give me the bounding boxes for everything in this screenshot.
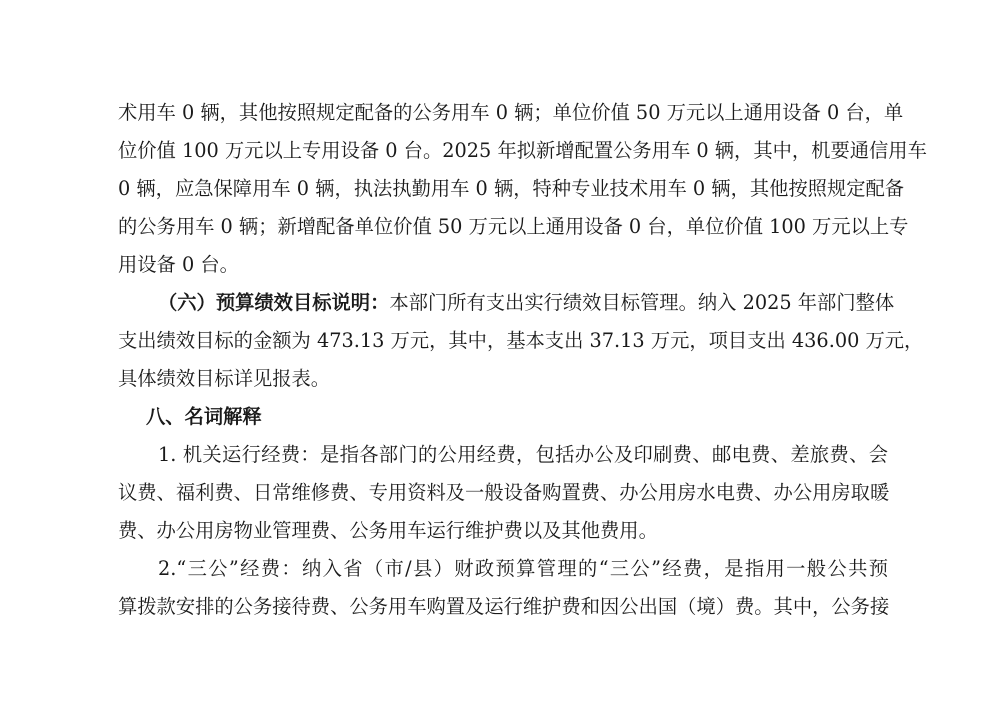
paragraph-line: 具体绩效目标详见报表。 [118, 367, 331, 390]
paragraph-line: 术用车 0 辆，其他按照规定配备的公务用车 0 辆；单位价值 50 万元以上通用设备 0 台，单 [118, 101, 904, 124]
performance-paragraph-first-line [158, 286, 895, 320]
performance-lead: （六）预算绩效目标说明： [158, 291, 390, 314]
performance-first-line-text: 本部门所有支出实行绩效目标管理。纳入 2025 年部门整体 [389, 291, 895, 314]
paragraph-line: 用设备 0 台。 [118, 253, 239, 276]
paragraph-line: 0 辆，应急保障用车 0 辆，执法执勤用车 0 辆，特种专业技术用车 0 辆，其他按照规定配备 [118, 177, 905, 200]
paragraph-line: 算拨款安排的公务接待费、公务用车购置及运行维护费和因公出国（境）费。其中，公务接 [118, 595, 890, 618]
paragraph-line: 的公务用车 0 辆；新增配备单位价值 50 万元以上通用设备 0 台，单位价值 100 万元以上专 [118, 215, 909, 238]
paragraph-line: 位价值 100 万元以上专用设备 0 台。2025 年拟新增配置公务用车 0 辆，其中，机要通信用车 [118, 139, 927, 162]
paragraph-line: 2.“三公”经费：纳入省（市/县）财政预算管理的“三公”经费，是指用一般公共预 [158, 557, 888, 580]
paragraph-line: 支出绩效目标的金额为 473.13 万元，其中，基本支出 37.13 万元，项目支出 436.00 万元， [118, 329, 924, 352]
paragraph-line: 费、办公用房物业管理费、公务用车运行维护费以及其他费用。 [118, 519, 658, 542]
section-heading: 八、名词解释 [146, 405, 262, 428]
paragraph-line: 议费、福利费、日常维修费、专用资料及一般设备购置费、办公用房水电费、办公用房取暖 [118, 481, 890, 504]
paragraph-line: 1. 机关运行经费：是指各部门的公用经费，包括办公及印刷费、邮电费、差旅费、会 [158, 443, 888, 466]
